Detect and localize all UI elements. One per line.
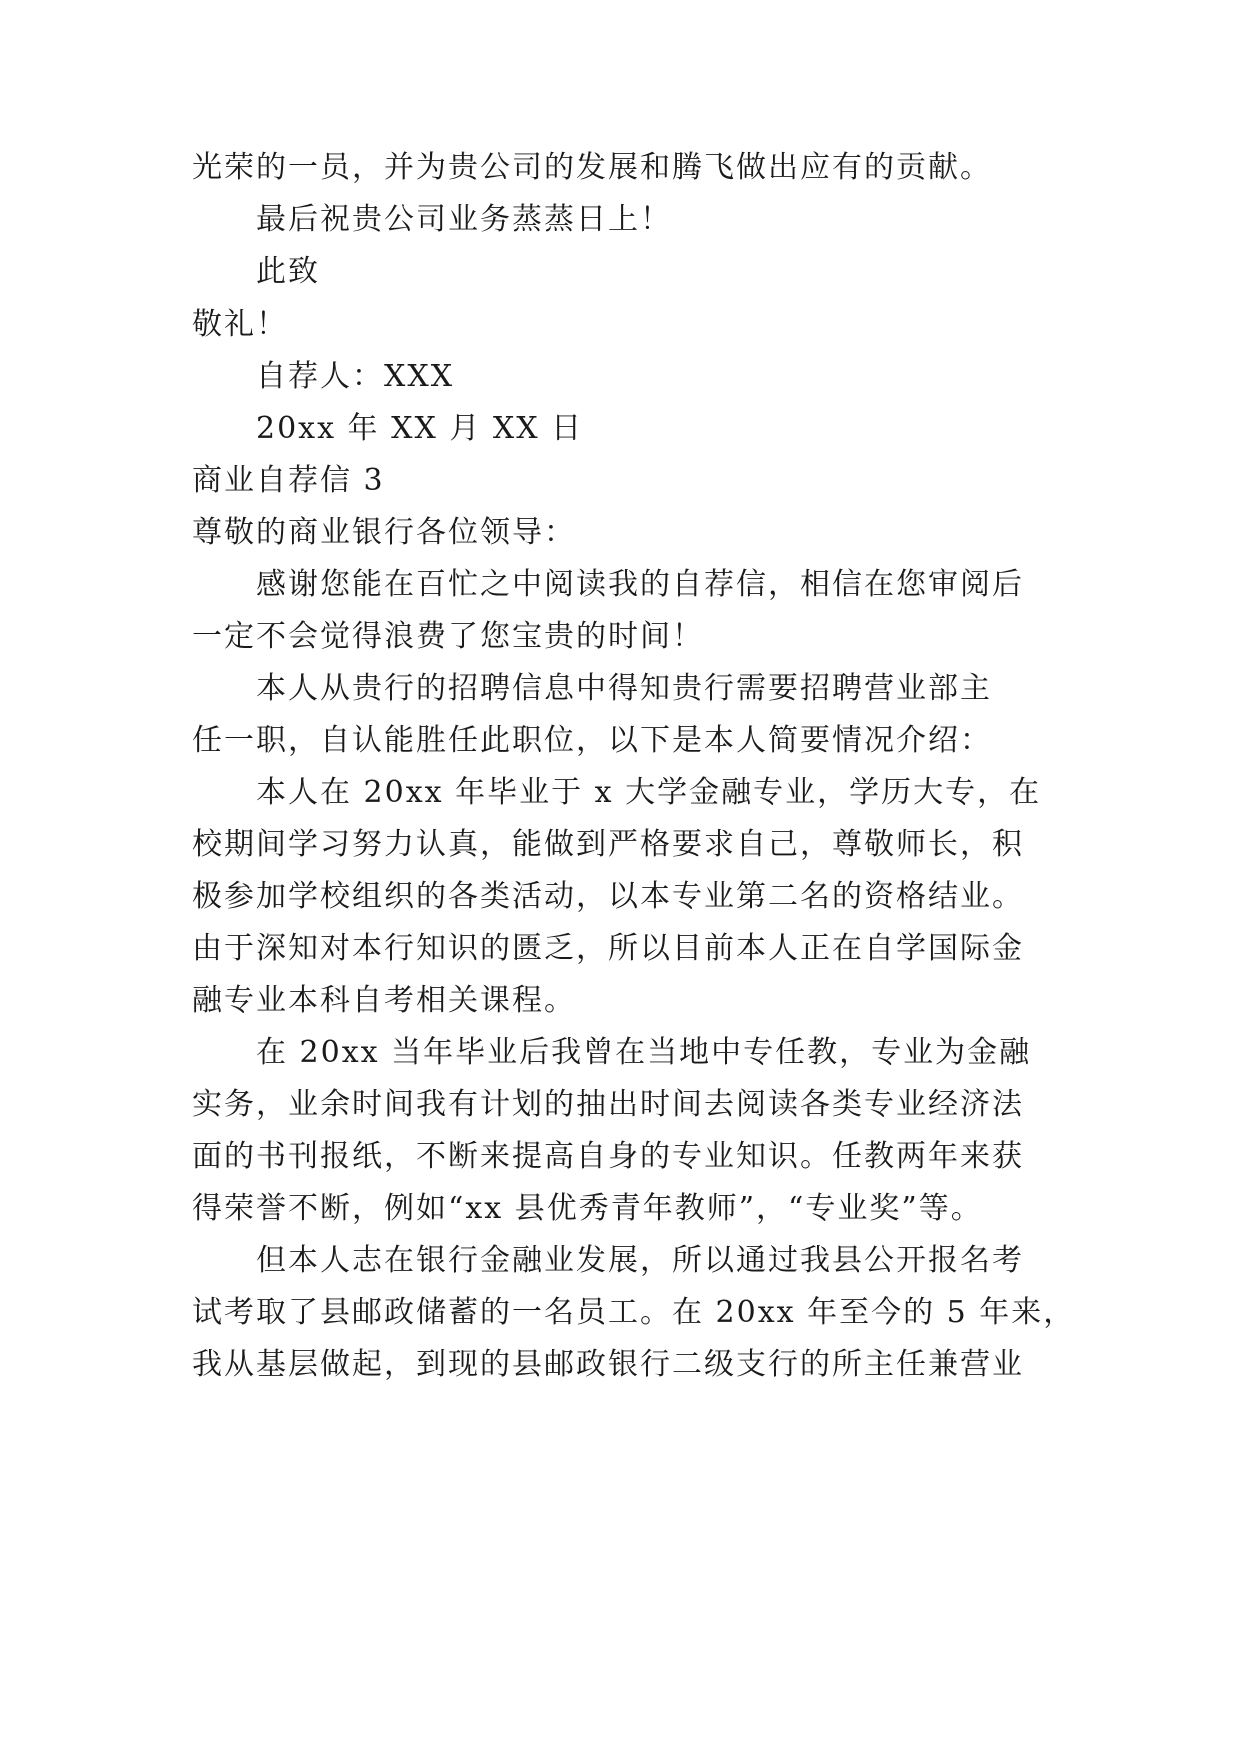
- paragraph-line: 但本人志在银行金融业发展，所以通过我县公开报名考: [256, 1243, 1024, 1278]
- paragraph-line: 本人从贵行的招聘信息中得知贵行需要招聘营业部主: [256, 671, 992, 706]
- paragraph-line: 在 20xx 当年毕业后我曾在当地中专任教，专业为金融: [256, 1035, 1032, 1070]
- paragraph-line: 感谢您能在百忙之中阅读我的自荐信，相信在您审阅后: [256, 567, 1024, 602]
- paragraph-line: 实务，业余时间我有计划的抽出时间去阅读各类专业经济法: [192, 1087, 1024, 1122]
- paragraph-line: 由于深知对本行知识的匮乏，所以目前本人正在自学国际金: [192, 931, 1024, 966]
- paragraph-line: 面的书刊报纸，不断来提高自身的专业知识。任教两年来获: [192, 1139, 1024, 1174]
- paragraph-line: 光荣的一员，并为贵公司的发展和腾飞做出应有的贡献。: [192, 150, 992, 185]
- paragraph-line: 校期间学习努力认真，能做到严格要求自己，尊敬师长，积: [192, 827, 1024, 862]
- paragraph-line: 一定不会觉得浪费了您宝贵的时间！: [192, 619, 704, 654]
- paragraph-line: 得荣誉不断，例如“xx 县优秀青年教师”，“专业奖”等。: [192, 1191, 983, 1226]
- paragraph-line: 任一职，自认能胜任此职位，以下是本人简要情况介绍：: [192, 723, 992, 758]
- date: 20xx 年 XX 月 XX 日: [256, 411, 584, 446]
- salutation-close: 此致: [256, 254, 320, 289]
- greeting: 尊敬的商业银行各位领导：: [192, 515, 576, 550]
- paragraph-line: 极参加学校组织的各类活动，以本专业第二名的资格结业。: [192, 879, 1024, 914]
- salutation-regards: 敬礼！: [192, 307, 288, 342]
- signature: 自荐人：XXX: [256, 359, 455, 394]
- section-title: 商业自荐信 3: [192, 463, 385, 498]
- paragraph-line: 我从基层做起，到现的县邮政银行二级支行的所主任兼营业: [192, 1347, 1024, 1382]
- paragraph-line: 融专业本科自考相关课程。: [192, 983, 576, 1018]
- paragraph-line: 试考取了县邮政储蓄的一名员工。在 20xx 年至今的 5 年来，: [192, 1295, 1076, 1330]
- paragraph-line: 本人在 20xx 年毕业于 x 大学金融专业，学历大专，在: [256, 775, 1042, 810]
- closing-wish: 最后祝贵公司业务蒸蒸日上！: [256, 202, 672, 237]
